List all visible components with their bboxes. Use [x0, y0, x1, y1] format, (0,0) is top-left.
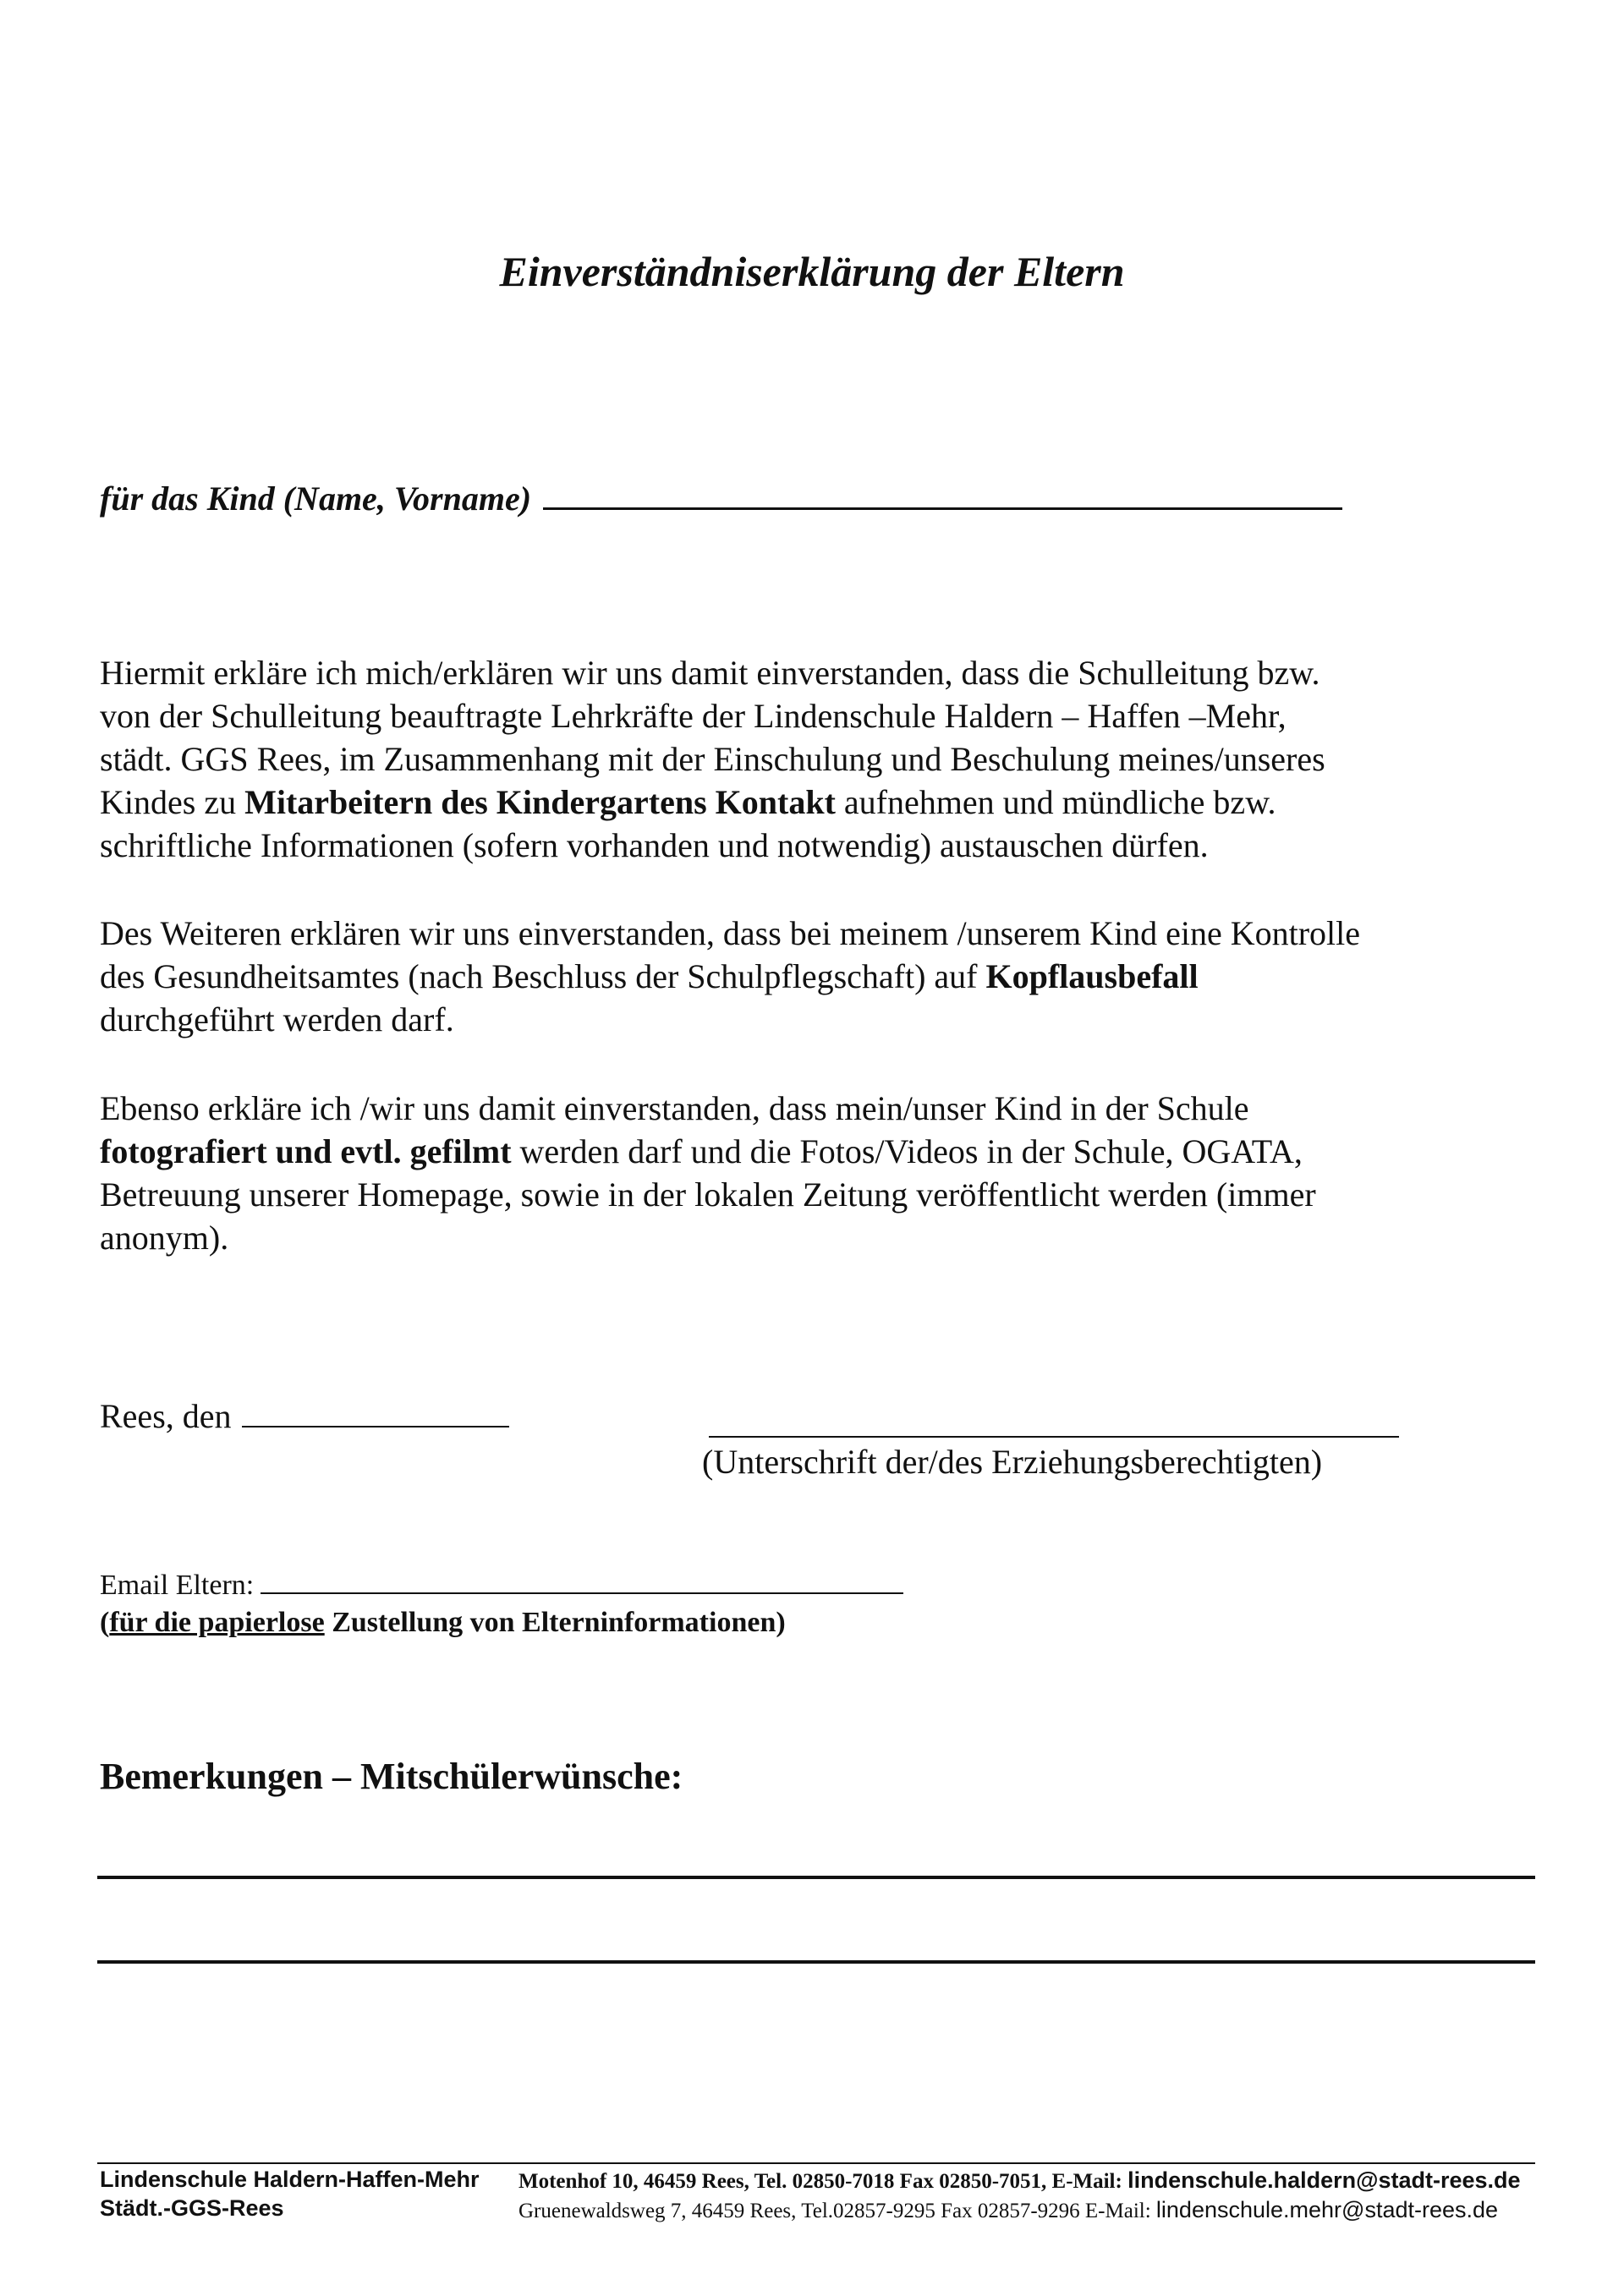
- text-fragment: Kindes zu: [100, 783, 245, 821]
- consent-paragraph-photos: [100, 1087, 1538, 1259]
- text-fragment: aufnehmen und mündliche bzw.: [835, 783, 1276, 821]
- bold-text: Mitarbeitern des Kindergartens Kontakt: [244, 783, 836, 821]
- place-date-label: Rees, den: [100, 1397, 232, 1435]
- text-fragment: des Gesundheitsamtes (nach Beschluss der Schulpflegschaft) auf: [100, 957, 986, 995]
- text-line: schriftliche Informationen (sofern vorhanden und notwendig) austauschen dürfen.: [100, 826, 1209, 864]
- child-name-label: für das Kind (Name, Vorname): [100, 479, 532, 518]
- bold-text: Kopflausbefall: [985, 957, 1199, 995]
- signature-blank[interactable]: [709, 1436, 1399, 1438]
- date-blank[interactable]: [242, 1395, 509, 1427]
- text-line: Des Weiteren erklären wir uns einverstanden, dass bei meinem /unserem Kind eine Kontrolle: [100, 914, 1361, 952]
- email-blank[interactable]: [261, 1567, 903, 1594]
- email-link[interactable]: lindenschule.haldern@stadt-rees.de: [1127, 2167, 1521, 2193]
- text-fragment: Zustellung von Elterninformationen): [324, 1607, 786, 1638]
- signature-caption: (Unterschrift der/des Erziehungsberechtigten): [702, 1443, 1323, 1481]
- text-line: Ebenso erkläre ich /wir uns damit einverstanden, dass mein/unser Kind in der Schule: [100, 1089, 1249, 1127]
- text-fragment: (: [100, 1607, 110, 1638]
- footer-school-name: Lindenschule Haldern-Haffen-Mehr: [100, 2167, 480, 2192]
- place-date-field: [100, 1395, 509, 1436]
- bold-text: fotografiert und evtl. gefilmt: [100, 1132, 512, 1170]
- consent-paragraph-kindergarten: [100, 651, 1538, 867]
- document-title: Einverständniserklärung der Eltern: [499, 248, 1125, 295]
- footer-school-type: Städt.-GGS-Rees: [100, 2195, 284, 2221]
- text-fragment: Motenhof 10, 46459 Rees, Tel. 02850-7018 Fax 02850-7051, E-Mail:: [518, 2170, 1128, 2193]
- footer-divider: [97, 2162, 1535, 2164]
- text-line: Betreuung unserer Homepage, sowie in der lokalen Zeitung veröffentlicht werden (immer: [100, 1175, 1316, 1214]
- text-fragment: Gruenewaldsweg 7, 46459 Rees, Tel.02857-9295 Fax 02857-9296 E-Mail:: [518, 2200, 1156, 2222]
- text-line: Hiermit erkläre ich mich/erklären wir uns damit einverstanden, dass die Schulleitung bzw.: [100, 654, 1320, 692]
- text-line: [100, 1130, 1538, 1173]
- email-label: Email Eltern:: [100, 1570, 255, 1601]
- email-field: [100, 1567, 903, 1602]
- consent-paragraph-health: [100, 912, 1538, 1041]
- footer-address-mehr: [518, 2197, 1498, 2223]
- remarks-heading: Bemerkungen – Mitschülerwünsche:: [100, 1756, 683, 1797]
- text-fragment: werden darf und die Fotos/Videos in der Schule, OGATA,: [511, 1132, 1303, 1170]
- remarks-line-1[interactable]: [97, 1876, 1535, 1879]
- child-name-field: [100, 474, 1342, 518]
- text-line: [100, 781, 1538, 824]
- text-line: anonym).: [100, 1219, 229, 1257]
- text-line: durchgeführt werden darf.: [100, 1000, 454, 1038]
- text-line: [100, 955, 1538, 998]
- underlined-text: für die papierlose: [109, 1607, 325, 1638]
- email-link[interactable]: lindenschule.mehr@stadt-rees.de: [1155, 2197, 1499, 2222]
- remarks-line-2[interactable]: [97, 1960, 1535, 1964]
- footer-address-haldern: [518, 2167, 1521, 2194]
- text-line: städt. GGS Rees, im Zusammenhang mit der Einschulung und Beschulung meines/unseres: [100, 740, 1325, 778]
- child-name-blank[interactable]: [543, 474, 1342, 510]
- text-line: von der Schulleitung beauftragte Lehrkräfte der Lindenschule Haldern – Haffen –Mehr,: [100, 697, 1287, 735]
- email-note: [100, 1607, 786, 1639]
